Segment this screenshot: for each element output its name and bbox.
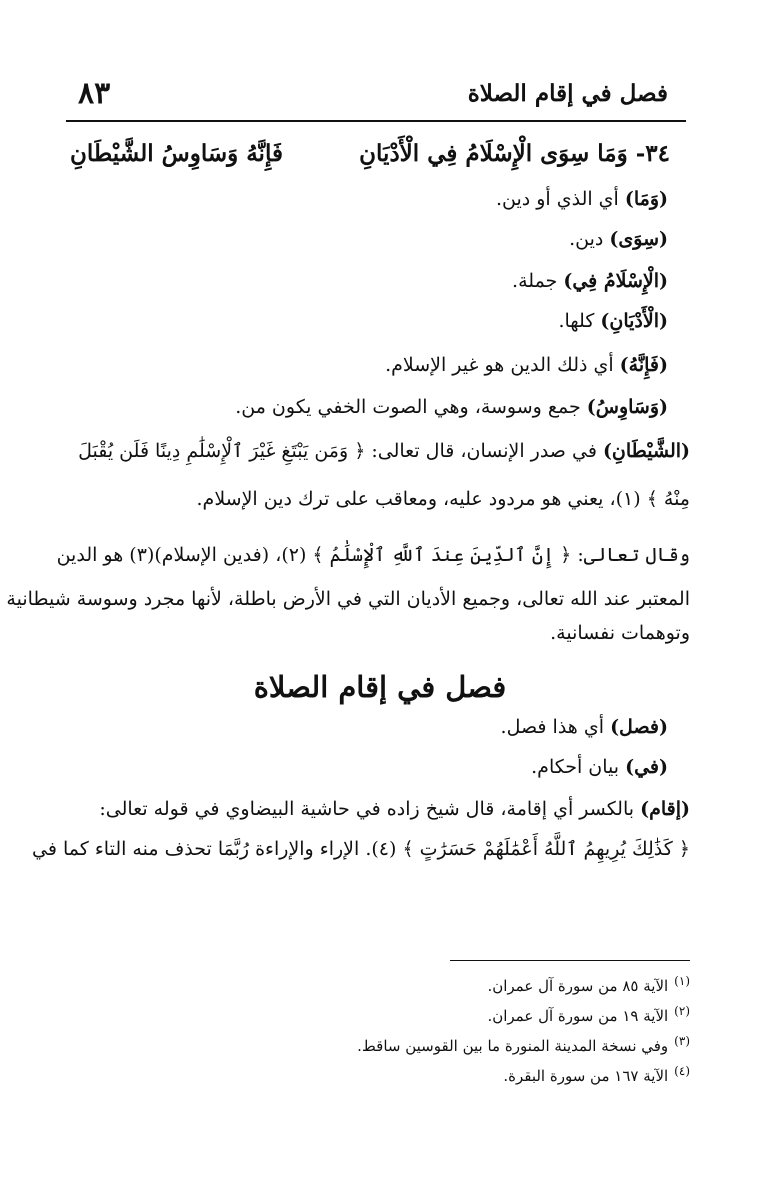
commentary-term: (الْأَدْيَانِ) [600, 310, 668, 332]
footnote [90, 1000, 690, 1027]
commentary-line [70, 484, 690, 514]
commentary-text: دين. [569, 228, 610, 250]
section-term: (فصل) [610, 716, 668, 738]
commentary-text: المعتبر عند الله تعالى، وجميع الأديان التي في الأرض باطلة، لأنها مجرد وسوسة شيطانية [6, 588, 690, 610]
commentary-line [68, 266, 668, 296]
commentary-line [70, 436, 690, 466]
section-line [32, 834, 690, 864]
commentary-text: كلها. [558, 310, 601, 332]
verse-first-hemistich: ٣٤- وَمَا سِوَى الْإِسْلَامُ فِي الْأَدْيَانِ [359, 140, 670, 167]
commentary-text: في صدر الإنسان، قال تعالى: ﴿ وَمَن يَبْتَغِ غَيْرَ ٱلْإِسْلَٰمِ دِينًا فَلَن يُقْبَلَ [78, 440, 603, 462]
section-text: ﴿ كَذَٰلِكَ يُرِيهِمُ ٱللَّهُ أَعْمَٰلَهُمْ حَسَرَٰتٍ ﴾ (٤). الإراء والإراءة رُبَّمَا تحذف منه التاء كما في [32, 838, 690, 860]
commentary-text: وتوهمات نفسانية. [550, 622, 690, 644]
footnote-mark: (٤) [674, 1064, 690, 1078]
commentary-text: جملة. [512, 270, 564, 292]
commentary-line [68, 184, 668, 214]
footnote-mark: (١) [674, 974, 690, 988]
verse-second-hemistich: فَإِنَّهُ وَسَاوِسُ الشَّيْطَانِ [70, 140, 283, 167]
section-line [68, 752, 668, 782]
commentary-text: مِنْهُ ﴾ (١)، يعني هو مردود عليه، ومعاقب على ترك دين الإسلام. [196, 488, 690, 510]
footnote [90, 1030, 690, 1057]
footnote-mark: (٣) [674, 1034, 690, 1048]
commentary-term: (الشَّيْطَانِ) [602, 440, 690, 462]
section-line [70, 794, 690, 824]
section-heading: فصل في إقام الصلاة [253, 670, 507, 704]
commentary-text: أي ذلك الدين هو غير الإسلام. [385, 354, 620, 376]
commentary-text: أي الذي أو دين. [495, 188, 625, 210]
commentary-term: (وَمَا) [624, 188, 668, 210]
poem-verse [70, 140, 670, 176]
header-rule [66, 120, 686, 122]
commentary-text: جمع وسوسة، وهي الصوت الخفي يكون من. [235, 396, 587, 418]
footnote-text: الآية ٨٥ من سورة آل عمران. [487, 977, 669, 995]
commentary-term: (فَإِنَّهُ) [619, 354, 668, 376]
section-term: (إقام) [640, 798, 690, 820]
commentary-line [70, 618, 690, 648]
footnote-text: الآية ١٦٧ من سورة البقرة. [503, 1067, 669, 1085]
commentary-line [68, 392, 668, 422]
footnote-rule [450, 960, 690, 961]
commentary-term: (الْإِسْلَامُ فِي) [563, 270, 668, 292]
footnote [90, 1060, 690, 1087]
section-text: أي هذا فصل. [500, 716, 611, 738]
footnote [90, 970, 690, 997]
commentary-line [68, 306, 668, 336]
section-term: (في) [625, 756, 668, 778]
commentary-line [68, 224, 668, 254]
commentary-text: وقال تعالى: ﴿ إِنَّ ٱلدِّينَ عِندَ ٱللَّهِ ٱلْإِسْلَٰمُ ﴾ (٢)، (فدين الإسلام)(٣) هو الدين [56, 544, 690, 566]
commentary-line [6, 584, 690, 614]
commentary-line [56, 540, 690, 570]
running-title: فصل في إقام الصلاة [467, 80, 668, 107]
section-text: بيان أحكام. [531, 756, 626, 778]
footnote-text: الآية ١٩ من سورة آل عمران. [487, 1007, 669, 1025]
section-text: بالكسر أي إقامة، قال شيخ زاده في حاشية البيضاوي في قوله تعالى: [99, 798, 641, 820]
section-line [68, 712, 668, 742]
commentary-term: (وَسَاوِسُ) [586, 396, 668, 418]
footnote-mark: (٢) [674, 1004, 690, 1018]
footnote-text: وفي نسخة المدينة المنورة ما بين القوسين ساقط. [357, 1037, 669, 1055]
page-number: ٨٣ [78, 76, 111, 111]
commentary-term: (سِوَى) [609, 228, 668, 250]
commentary-line [68, 350, 668, 380]
